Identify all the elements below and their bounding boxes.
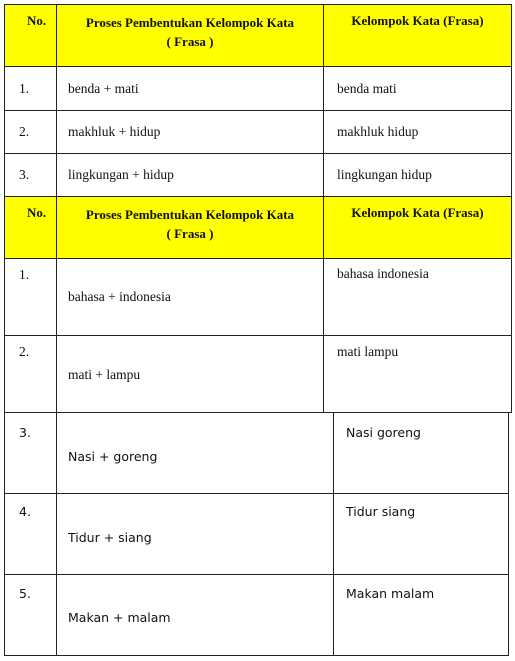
row-process: Nasi + goreng: [57, 413, 334, 494]
row-no: 5.: [5, 575, 57, 656]
header-process-line1: Proses Pembentukan Kelompok Kata: [85, 207, 295, 222]
row-no: 4.: [5, 494, 57, 575]
table-header-row: [5, 5, 512, 67]
row-process: lingkungan + hidup: [57, 154, 324, 197]
header-result: Kelompok Kata (Frasa): [324, 5, 512, 67]
row-process: bahasa + indonesia: [57, 259, 324, 336]
table-row: [5, 67, 512, 111]
row-result: Nasi goreng: [334, 413, 509, 494]
header-process-line1: Proses Pembentukan Kelompok Kata: [85, 15, 295, 30]
row-process: makhluk + hidup: [57, 111, 324, 154]
row-process: benda + mati: [57, 67, 324, 111]
header-process: [57, 197, 324, 259]
header-no: No.: [5, 197, 57, 259]
row-no: 2.: [5, 336, 57, 413]
row-result: Tidur siang: [334, 494, 509, 575]
row-result: Makan malam: [334, 575, 509, 656]
table-row: [5, 494, 509, 575]
row-process: Tidur + siang: [57, 494, 334, 575]
header-process-line2: ( Frasa ): [166, 34, 214, 49]
row-result: mati lampu: [324, 336, 512, 413]
row-process: Makan + malam: [57, 575, 334, 656]
row-no: 3.: [5, 413, 57, 494]
header-process-line2: ( Frasa ): [166, 226, 214, 241]
row-no: 3.: [5, 154, 57, 197]
table-row: [5, 413, 509, 494]
table-row: [5, 154, 512, 197]
row-no: 2.: [5, 111, 57, 154]
table-row: [5, 259, 512, 336]
table-header-row: [5, 197, 512, 259]
table-frasa-3: [4, 412, 509, 656]
row-result: bahasa indonesia: [324, 259, 512, 336]
row-result: benda mati: [324, 67, 512, 111]
header-result: Kelompok Kata (Frasa): [324, 197, 512, 259]
row-result: makhluk hidup: [324, 111, 512, 154]
header-process: [57, 5, 324, 67]
table-row: [5, 111, 512, 154]
table-frasa-2: [4, 196, 512, 413]
row-result: lingkungan hidup: [324, 154, 512, 197]
row-no: 1.: [5, 67, 57, 111]
table-row: [5, 336, 512, 413]
table-row: [5, 575, 509, 656]
row-no: 1.: [5, 259, 57, 336]
table-frasa-1: [4, 4, 512, 197]
header-no: No.: [5, 5, 57, 67]
row-process: mati + lampu: [57, 336, 324, 413]
